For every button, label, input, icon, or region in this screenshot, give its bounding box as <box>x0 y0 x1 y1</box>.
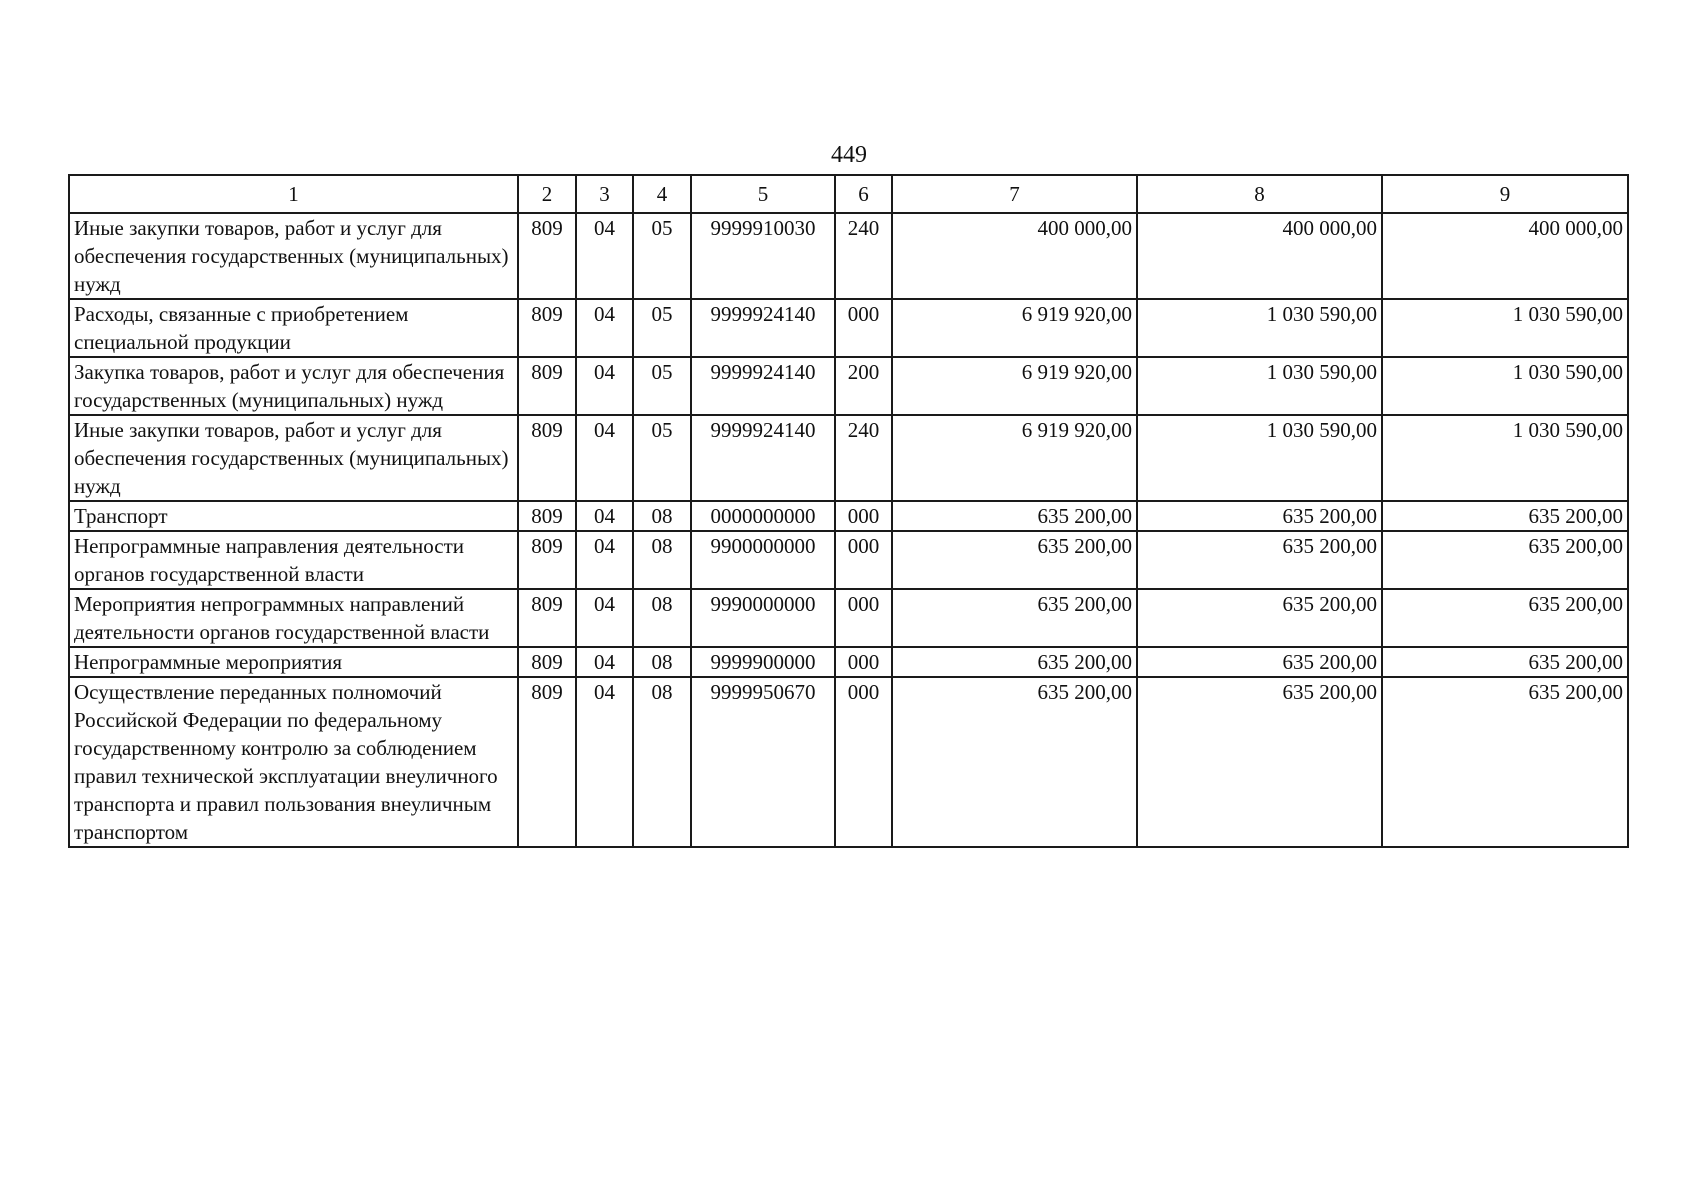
target-article-cell: 9999950670 <box>691 677 835 847</box>
code-cell: 809 <box>518 531 576 589</box>
target-article-cell: 9999924140 <box>691 357 835 415</box>
target-article-cell: 9999900000 <box>691 647 835 677</box>
column-header: 3 <box>576 175 633 213</box>
amount-cell: 635 200,00 <box>1137 647 1382 677</box>
table-row <box>69 299 1628 357</box>
section-cell: 04 <box>576 299 633 357</box>
table-row <box>69 531 1628 589</box>
subsection-cell: 05 <box>633 357 691 415</box>
target-article-cell: 9999924140 <box>691 415 835 501</box>
amount-cell: 635 200,00 <box>892 677 1137 847</box>
row-name-cell: Иные закупки товаров, работ и услуг для обеспечения государственных (муниципальных) нужд <box>69 213 518 299</box>
code-cell: 809 <box>518 501 576 531</box>
column-header: 4 <box>633 175 691 213</box>
code-cell: 809 <box>518 677 576 847</box>
section-cell: 04 <box>576 589 633 647</box>
row-name-cell: Закупка товаров, работ и услуг для обеспечения государственных (муниципальных) нужд <box>69 357 518 415</box>
row-name-cell: Транспорт <box>69 501 518 531</box>
section-cell: 04 <box>576 531 633 589</box>
budget-table <box>68 174 1629 848</box>
section-cell: 04 <box>576 213 633 299</box>
header-row <box>69 175 1628 213</box>
amount-cell: 1 030 590,00 <box>1137 415 1382 501</box>
section-cell: 04 <box>576 357 633 415</box>
column-header: 2 <box>518 175 576 213</box>
subsection-cell: 05 <box>633 213 691 299</box>
amount-cell: 635 200,00 <box>892 501 1137 531</box>
expense-type-cell: 000 <box>835 589 892 647</box>
section-cell: 04 <box>576 501 633 531</box>
table-row <box>69 647 1628 677</box>
expense-type-cell: 000 <box>835 677 892 847</box>
expense-type-cell: 000 <box>835 531 892 589</box>
target-article-cell: 9900000000 <box>691 531 835 589</box>
code-cell: 809 <box>518 589 576 647</box>
target-article-cell: 0000000000 <box>691 501 835 531</box>
amount-cell: 635 200,00 <box>1382 501 1628 531</box>
amount-cell: 400 000,00 <box>1382 213 1628 299</box>
target-article-cell: 9999924140 <box>691 299 835 357</box>
row-name-cell: Мероприятия непрограммных направлений деятельности органов государственной власти <box>69 589 518 647</box>
amount-cell: 1 030 590,00 <box>1137 299 1382 357</box>
expense-type-cell: 240 <box>835 213 892 299</box>
code-cell: 809 <box>518 299 576 357</box>
code-cell: 809 <box>518 415 576 501</box>
expense-type-cell: 240 <box>835 415 892 501</box>
expense-type-cell: 200 <box>835 357 892 415</box>
subsection-cell: 08 <box>633 589 691 647</box>
amount-cell: 1 030 590,00 <box>1137 357 1382 415</box>
target-article-cell: 9990000000 <box>691 589 835 647</box>
amount-cell: 635 200,00 <box>1382 589 1628 647</box>
table-row <box>69 589 1628 647</box>
section-cell: 04 <box>576 415 633 501</box>
amount-cell: 635 200,00 <box>892 589 1137 647</box>
column-header: 5 <box>691 175 835 213</box>
amount-cell: 6 919 920,00 <box>892 415 1137 501</box>
row-name-cell: Расходы, связанные с приобретением специальной продукции <box>69 299 518 357</box>
column-header: 6 <box>835 175 892 213</box>
target-article-cell: 9999910030 <box>691 213 835 299</box>
amount-cell: 635 200,00 <box>1137 531 1382 589</box>
amount-cell: 635 200,00 <box>1382 647 1628 677</box>
subsection-cell: 08 <box>633 677 691 847</box>
code-cell: 809 <box>518 357 576 415</box>
table-row <box>69 213 1628 299</box>
amount-cell: 1 030 590,00 <box>1382 415 1628 501</box>
amount-cell: 635 200,00 <box>1137 589 1382 647</box>
expense-type-cell: 000 <box>835 647 892 677</box>
amount-cell: 1 030 590,00 <box>1382 299 1628 357</box>
subsection-cell: 08 <box>633 501 691 531</box>
row-name-cell: Непрограммные мероприятия <box>69 647 518 677</box>
amount-cell: 635 200,00 <box>1382 531 1628 589</box>
amount-cell: 635 200,00 <box>892 531 1137 589</box>
expense-type-cell: 000 <box>835 299 892 357</box>
amount-cell: 400 000,00 <box>892 213 1137 299</box>
row-name-cell: Непрограммные направления деятельности органов государственной власти <box>69 531 518 589</box>
page-number: 449 <box>831 142 867 168</box>
amount-cell: 400 000,00 <box>1137 213 1382 299</box>
subsection-cell: 05 <box>633 299 691 357</box>
column-header: 1 <box>69 175 518 213</box>
amount-cell: 635 200,00 <box>1382 677 1628 847</box>
table-row <box>69 677 1628 847</box>
amount-cell: 635 200,00 <box>1137 501 1382 531</box>
amount-cell: 6 919 920,00 <box>892 299 1137 357</box>
amount-cell: 1 030 590,00 <box>1382 357 1628 415</box>
column-header: 7 <box>892 175 1137 213</box>
section-cell: 04 <box>576 647 633 677</box>
column-header: 9 <box>1382 175 1628 213</box>
column-header: 8 <box>1137 175 1382 213</box>
table-row <box>69 357 1628 415</box>
code-cell: 809 <box>518 647 576 677</box>
subsection-cell: 08 <box>633 531 691 589</box>
amount-cell: 635 200,00 <box>1137 677 1382 847</box>
amount-cell: 6 919 920,00 <box>892 357 1137 415</box>
row-name-cell: Иные закупки товаров, работ и услуг для обеспечения государственных (муниципальных) нужд <box>69 415 518 501</box>
row-name-cell: Осуществление переданных полномочий Российской Федерации по федеральному государственному контролю за соблюдением правил технической эксплуатации внеуличного транспорта и правил пользования внеуличным транспортом <box>69 677 518 847</box>
code-cell: 809 <box>518 213 576 299</box>
section-cell: 04 <box>576 677 633 847</box>
subsection-cell: 05 <box>633 415 691 501</box>
expense-type-cell: 000 <box>835 501 892 531</box>
amount-cell: 635 200,00 <box>892 647 1137 677</box>
subsection-cell: 08 <box>633 647 691 677</box>
table-row <box>69 415 1628 501</box>
table-row <box>69 501 1628 531</box>
table-body <box>69 213 1628 847</box>
